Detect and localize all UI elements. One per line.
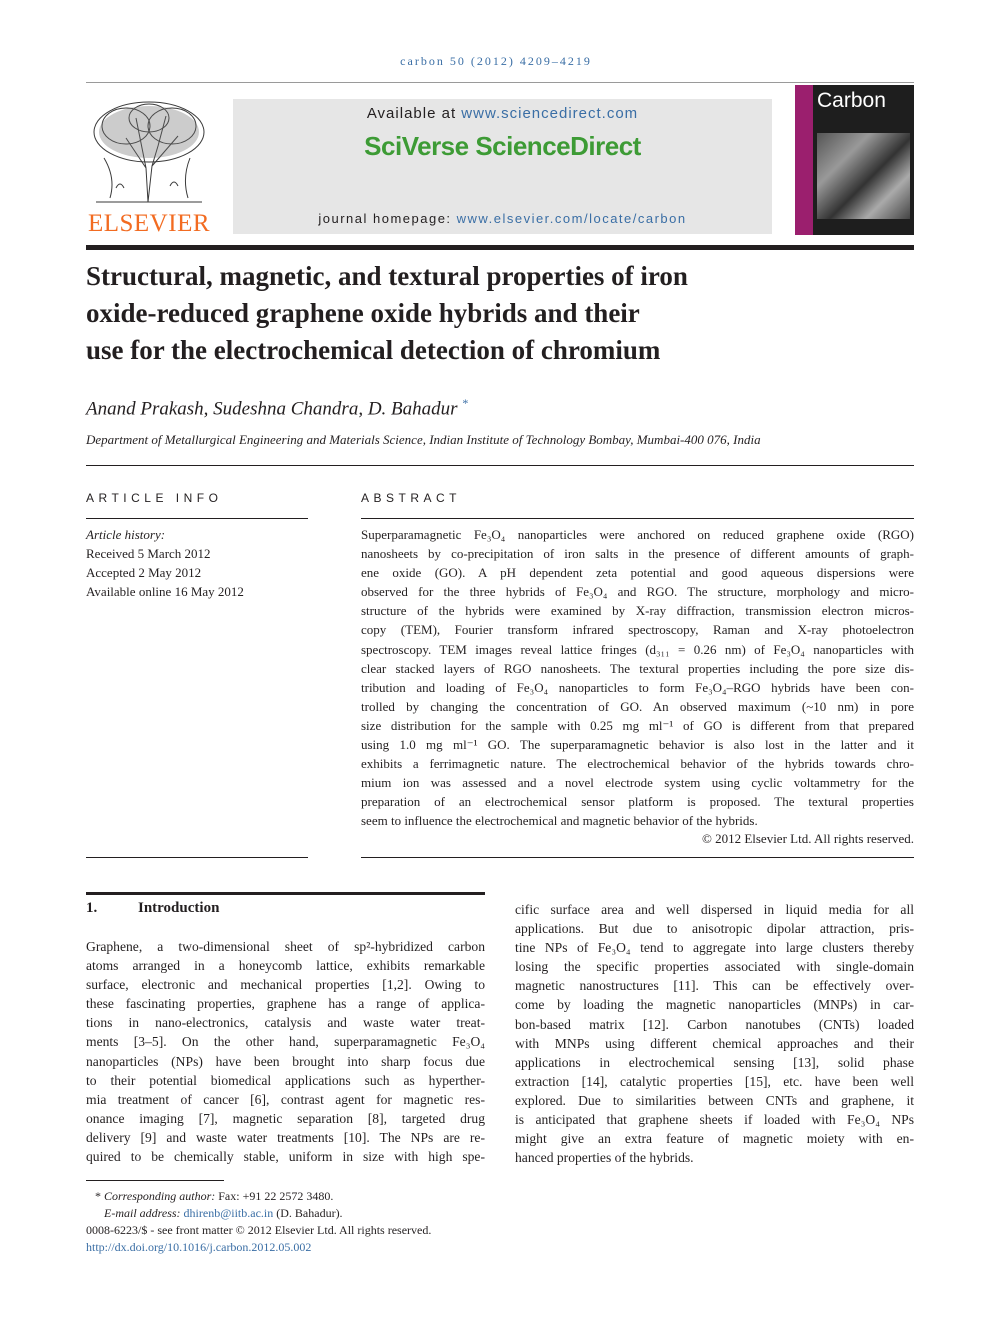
- doi-link[interactable]: http://dx.doi.org/10.1016/j.carbon.2012.05.002: [86, 1240, 312, 1254]
- journal-homepage-link[interactable]: www.elsevier.com/locate/carbon: [456, 211, 687, 226]
- publisher-wordmark: ELSEVIER: [87, 210, 211, 237]
- journal-homepage-line: [233, 211, 772, 226]
- corresponding-label: Corresponding author:: [104, 1189, 216, 1203]
- body-line: explored. Due to similarities between CNTs and graphene, it: [515, 1092, 914, 1108]
- accepted-date: Accepted 2 May 2012: [86, 565, 202, 580]
- title-line: use for the electrochemical detection of chromium: [86, 335, 661, 365]
- email-suffix: (D. Bahadur).: [273, 1206, 343, 1220]
- author-divider: [86, 465, 914, 466]
- sciverse-logo[interactable]: SciVerse ScienceDirect: [364, 131, 641, 161]
- abstract-line: mium ion was assessed and a novel electrode system using cyclic voltammetry for the: [361, 775, 914, 791]
- body-column-left: [86, 937, 485, 1166]
- abstract-line: clear stacked layers of RGO nanosheets. The textural properties including the pore size dis-: [361, 660, 914, 676]
- email-note: [86, 1205, 431, 1222]
- issn-line: 0008-6223/$ - see front matter © 2012 Elsevier Ltd. All rights reserved.: [86, 1223, 432, 1237]
- footnote-rule: [86, 1180, 224, 1181]
- abstract-copyright: © 2012 Elsevier Ltd. All rights reserved.: [701, 831, 914, 846]
- body-line: tine NPs of Fe₃O₄ tend to aggregate into large clusters thereby: [515, 940, 914, 956]
- body-line: might give an extra feature of magnetic moiety with en-: [515, 1131, 914, 1147]
- abstract-line: copy (TEM), Fourier transform infrared spectroscopy, Raman and X-ray photoelectron: [361, 622, 914, 638]
- article-history: [86, 525, 308, 601]
- cover-image: [817, 133, 910, 219]
- footnote-mark: *: [95, 1189, 101, 1203]
- history-label: Article history:: [86, 527, 166, 542]
- cover-title: Carbon: [817, 89, 886, 112]
- body-line: onance imaging [7], magnetic separation [8], targeted drug: [86, 1110, 485, 1126]
- article-info-bottom-rule: [86, 857, 308, 858]
- abstract-line: using 1.0 mg ml⁻¹ GO. The superparamagnetic behavior is also lost in the latter and it: [361, 737, 914, 753]
- abstract-line: nanosheets by co-precipitation of iron salts in the presence of different amounts of graph-: [361, 546, 914, 562]
- fax-number: Fax: +91 22 2572 3480.: [215, 1189, 334, 1203]
- cover-panel: [813, 85, 914, 235]
- body-line: applications in electrochemical sensing [13], solid phase: [515, 1054, 914, 1070]
- header-divider: [86, 82, 914, 83]
- body-line: atoms arranged in a honeycomb lattice, exhibits remarkable: [86, 958, 485, 974]
- sciencedirect-link[interactable]: www.sciencedirect.com: [461, 105, 639, 122]
- received-date: Received 5 March 2012: [86, 546, 211, 561]
- online-date: Available online 16 May 2012: [86, 584, 244, 599]
- corresponding-author-note: [86, 1188, 431, 1205]
- availability-line: [233, 105, 772, 122]
- elsevier-logo[interactable]: [86, 98, 212, 238]
- article-title: [86, 258, 826, 369]
- affiliation: Department of Metallurgical Engineering and Materials Science, Indian Institute of Technology Bombay, Mumbai-400 076, India: [86, 432, 761, 447]
- homepage-prefix: journal homepage:: [318, 211, 457, 226]
- body-column-right: [515, 900, 914, 1167]
- sciencedirect-banner: [233, 99, 772, 234]
- abstract-line: exhibits a ferrimagnetic nature. The electrochemical behavior of the hybrids towards chro-: [361, 756, 914, 772]
- section-title: Introduction: [138, 900, 220, 916]
- article-info-rule: [86, 518, 308, 519]
- article-info-heading: ARTICLE INFO: [86, 491, 223, 505]
- journal-reference: carbon 50 (2012) 4209–4219: [400, 54, 592, 68]
- abstract-line: preparation of an electrochemical sensor platform is proposed. The textural properties: [361, 794, 914, 810]
- body-line: bon-based matrix [12]. Carbon nanotubes (CNTs) loaded: [515, 1016, 914, 1032]
- body-line: with MNPs using different chemical approaches and their: [515, 1035, 914, 1051]
- abstract-heading: ABSTRACT: [361, 491, 462, 505]
- journal-cover-thumbnail[interactable]: [795, 85, 914, 235]
- title-line: Structural, magnetic, and textural properties of iron: [86, 261, 688, 291]
- abstract-line: Superparamagnetic Fe₃O₄ nanoparticles were anchored on reduced graphene oxide (RGO): [361, 527, 914, 542]
- abstract-bottom-rule: [361, 857, 914, 858]
- availability-prefix: Available at: [366, 105, 462, 122]
- author-names: Anand Prakash, Sudeshna Chandra, D. Bahadur: [86, 398, 458, 420]
- body-line: quired to be chemically stable, uniform in size with high spe-: [86, 1149, 485, 1165]
- title-line: oxide-reduced graphene oxide hybrids and their: [86, 298, 640, 328]
- body-line: extraction [14], catalytic properties [15], etc. have been well: [515, 1073, 914, 1089]
- email-link[interactable]: dhirenb@iitb.ac.in: [183, 1206, 274, 1220]
- section-heading: [86, 900, 219, 917]
- body-line: hanced properties of the hybrids.: [515, 1150, 694, 1166]
- author-list: [86, 396, 468, 420]
- abstract-line: observed for the three hybrids of Fe₃O₄ and RGO. The structure, morphology and micro-: [361, 584, 914, 600]
- body-line: come by loading the magnetic nanoparticles (MNPs) in car-: [515, 997, 914, 1013]
- body-line: to their potential biomedical applications such as hyperther-: [86, 1072, 485, 1088]
- header-thick-divider: [86, 245, 914, 250]
- body-line: magnetic nanostructures [11]. This can be effectively over-: [515, 978, 914, 994]
- body-line: cific surface area and well dispersed in liquid media for all: [515, 902, 914, 917]
- body-line: is anticipated that graphene sheets if loaded with Fe₃O₄ NPs: [515, 1112, 914, 1128]
- body-line: losing the specific properties associated with single-domain: [515, 959, 914, 975]
- abstract-line: seem to influence the electrochemical and magnetic behavior of the hybrids.: [361, 813, 758, 829]
- cover-spine: [795, 85, 813, 235]
- body-line: tions in nano-electronics, catalysis and waste water treat-: [86, 1015, 485, 1031]
- abstract-line: structure of the hybrids were examined by X-ray diffraction, transmission electron micros-: [361, 603, 914, 619]
- corresponding-author-mark[interactable]: *: [462, 396, 469, 410]
- email-label: E-mail address:: [104, 1206, 184, 1220]
- tree-icon: [86, 98, 212, 206]
- body-line: ments [3–5]. On the other hand, superparamagnetic Fe₃O₄: [86, 1034, 485, 1050]
- abstract-line: tribution and loading of Fe₃O₄ nanoparticles to form Fe₃O₄–RGO hybrids have been con-: [361, 679, 914, 695]
- body-line: mia treatment of cancer [6], contrast agent for magnetic res-: [86, 1091, 485, 1107]
- body-line: these fascinating properties, graphene has a range of applica-: [86, 996, 485, 1012]
- abstract-rule: [361, 518, 914, 519]
- abstract-body: [361, 525, 914, 831]
- footnotes: [86, 1188, 431, 1256]
- body-line: nanoparticles (NPs) have been brought into sharp focus due: [86, 1053, 485, 1069]
- body-line: delivery [9] and waste water treatments [10]. The NPs are re-: [86, 1129, 485, 1145]
- body-line: surface, electronic and mechanical properties [1,2]. Owing to: [86, 977, 485, 993]
- body-line: Graphene, a two-dimensional sheet of sp²-hybridized carbon: [86, 939, 485, 954]
- abstract-line: spectroscopy. TEM images reveal lattice fringes (d₃₁₁ = 0.26 nm) of Fe₃O₄ nanoparticles with: [361, 641, 914, 657]
- section-rule: [86, 892, 485, 895]
- body-line: applications. But due to anisotropic dipolar attraction, pris-: [515, 921, 914, 937]
- abstract-line: size distribution for the sample with 0.25 mg ml⁻¹ of GO is different from that prepared: [361, 717, 914, 733]
- section-number: 1.: [86, 900, 98, 916]
- abstract-line: trolled by changing the concentration of GO. An observed maximum (~10 nm) in pore: [361, 698, 914, 714]
- abstract-line: ene oxide (GO). A pH dependent zeta potential and good aqueous dispersions were: [361, 565, 914, 581]
